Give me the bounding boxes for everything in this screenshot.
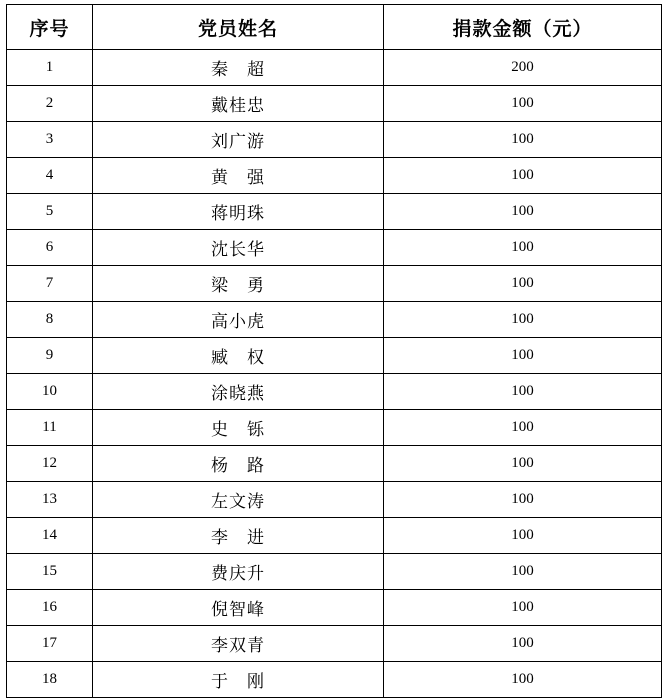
cell-index: 17 [7,626,93,662]
cell-amount: 100 [384,194,662,230]
cell-amount: 100 [384,410,662,446]
cell-name: 黄 强 [93,158,384,194]
cell-name: 涂晓燕 [93,374,384,410]
cell-index: 2 [7,86,93,122]
cell-amount: 100 [384,518,662,554]
table-row [7,266,662,302]
table-row [7,482,662,518]
cell-amount: 100 [384,662,662,698]
cell-index: 11 [7,410,93,446]
cell-amount: 100 [384,554,662,590]
cell-amount: 100 [384,158,662,194]
table-row [7,410,662,446]
table-row [7,230,662,266]
cell-name: 刘广游 [93,122,384,158]
cell-index: 8 [7,302,93,338]
cell-name: 臧 权 [93,338,384,374]
table-row [7,662,662,698]
cell-index: 3 [7,122,93,158]
table-row [7,338,662,374]
cell-amount: 100 [384,266,662,302]
table-row [7,50,662,86]
cell-amount: 100 [384,122,662,158]
cell-amount: 100 [384,302,662,338]
table-row [7,446,662,482]
cell-name: 于 刚 [93,662,384,698]
table-row [7,590,662,626]
cell-index: 12 [7,446,93,482]
cell-index: 1 [7,50,93,86]
cell-index: 18 [7,662,93,698]
cell-amount: 100 [384,230,662,266]
table-row [7,122,662,158]
cell-amount: 100 [384,374,662,410]
cell-amount: 100 [384,86,662,122]
cell-amount: 100 [384,590,662,626]
cell-name: 沈长华 [93,230,384,266]
cell-amount: 100 [384,338,662,374]
table-row [7,194,662,230]
cell-index: 16 [7,590,93,626]
cell-index: 13 [7,482,93,518]
cell-index: 6 [7,230,93,266]
cell-name: 梁 勇 [93,266,384,302]
table-row [7,374,662,410]
cell-name: 李双青 [93,626,384,662]
cell-name: 费庆升 [93,554,384,590]
donation-table [6,4,662,698]
cell-index: 10 [7,374,93,410]
cell-name: 杨 路 [93,446,384,482]
cell-amount: 100 [384,482,662,518]
table-header-row [7,5,662,50]
table-row [7,518,662,554]
table-row [7,158,662,194]
column-header-name: 党员姓名 [93,5,384,50]
column-header-amount: 捐款金额（元） [384,5,662,50]
cell-name: 左文涛 [93,482,384,518]
cell-index: 5 [7,194,93,230]
cell-name: 秦 超 [93,50,384,86]
table-row [7,302,662,338]
cell-name: 蒋明珠 [93,194,384,230]
cell-name: 倪智峰 [93,590,384,626]
cell-index: 15 [7,554,93,590]
table-row [7,554,662,590]
cell-index: 9 [7,338,93,374]
column-header-index: 序号 [7,5,93,50]
cell-amount: 100 [384,446,662,482]
cell-name: 史 铄 [93,410,384,446]
cell-name: 戴桂忠 [93,86,384,122]
cell-name: 高小虎 [93,302,384,338]
cell-index: 14 [7,518,93,554]
cell-index: 4 [7,158,93,194]
cell-amount: 100 [384,626,662,662]
cell-name: 李 进 [93,518,384,554]
table-row [7,86,662,122]
table-header [7,5,662,50]
cell-index: 7 [7,266,93,302]
table-row [7,626,662,662]
cell-amount: 200 [384,50,662,86]
table-body [7,50,662,698]
